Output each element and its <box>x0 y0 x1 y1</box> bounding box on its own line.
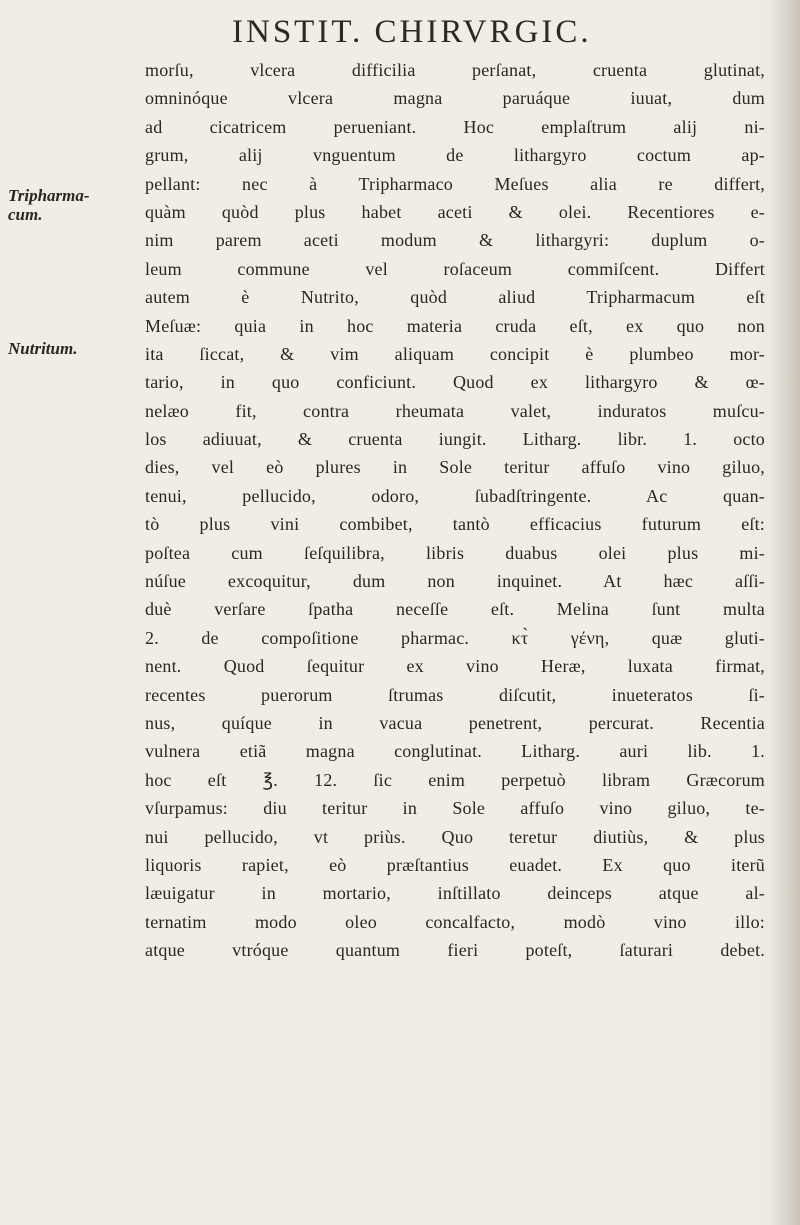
text-line: quàm quòd plus habet aceti & olei. Recentiores e- <box>145 201 765 222</box>
text-line: morſu, vlcera difficilia perſanat, cruenta glutinat, <box>145 60 765 80</box>
text-line: grum, alij vnguentum de lithargyro coctum ap- <box>145 145 765 166</box>
text-line: ita ſiccat, & vim aliquam concipit è plumbeo mor- <box>145 343 765 364</box>
text-line: omninóque vlcera magna paruáque iuuat, dum <box>145 88 765 109</box>
text-line: los adiuuat, & cruenta iungit. Litharg. libr. 1. octo <box>145 429 765 450</box>
margin-note-nutritum <box>8 339 77 358</box>
text-line: leum commune vel roſaceum commiſcent. Differt <box>145 258 765 279</box>
text-line: núſue excoquitur, dum non inquinet. At hæc aſſi- <box>145 571 765 592</box>
page-edge-shadow <box>770 0 800 1225</box>
text-line: nui pellucido, vt priùs. Quo teretur diutiùs, & plus <box>145 826 765 847</box>
text-line: recentes puerorum ſtrumas diſcutit, inueteratos ſi- <box>145 684 765 705</box>
text-line: Meſuæ: quia in hoc materia cruda eſt, ex quo non <box>145 315 765 336</box>
text-line: nelæo fit, contra rheumata valet, induratos muſcu- <box>145 400 765 421</box>
text-line: tario, in quo conficiunt. Quod ex lithargyro & œ- <box>145 372 765 393</box>
body-text <box>145 56 765 965</box>
text-line: tenui, pellucido, odoro, ſubadſtringente. Ac quan- <box>145 485 765 506</box>
margin-note-tripharmacum <box>8 186 90 224</box>
margin-note-line: Nutritum. <box>8 339 78 358</box>
text-line: nus, quíque in vacua penetrent, percurat. Recentia <box>145 712 765 733</box>
margin-note-line: cum. <box>8 205 43 224</box>
text-line: ad cicatricem perueniant. Hoc emplaſtrum alij ni- <box>145 116 765 137</box>
text-line: 2. de compoſitione pharmac. κτ̀ γένη, quæ gluti- <box>145 627 765 648</box>
text-line: nent. Quod ſequitur ex vino Heræ, luxata firmat, <box>145 656 765 677</box>
text-line: læuigatur in mortario, inſtillato deinceps atque al- <box>145 883 765 904</box>
text-line: hoc eſt ℥. 12. ſic enim perpetuò libram Græcorum <box>145 769 765 790</box>
text-line: dies, vel eò plures in Sole teritur affuſo vino giluo, <box>145 457 765 478</box>
text-line: tò plus vini combibet, tantò efficacius futurum eſt: <box>145 514 765 535</box>
text-line: autem è Nutrito, quòd aliud Tripharmacum eſt <box>145 287 765 308</box>
text-line: poſtea cum ſeſquilibra, libris duabus olei plus mi- <box>145 542 765 563</box>
text-line: duè verſare ſpatha neceſſe eſt. Melina ſunt multa <box>145 599 765 620</box>
running-head: INSTIT. CHIRVRGIC. <box>232 14 592 50</box>
text-line: atque vtróque quantum fieri poteſt, ſaturari debet. <box>145 940 765 961</box>
text-line: vulnera etiã magna conglutinat. Litharg. auri lib. 1. <box>145 741 765 762</box>
text-line: liquoris rapiet, eò præſtantius euadet. Ex quo iterũ <box>145 854 765 875</box>
text-line: pellant: nec à Tripharmaco Meſues alia re differt, <box>145 173 765 194</box>
text-line: nim parem aceti modum & lithargyri: duplum o- <box>145 230 765 251</box>
text-line: ternatim modo oleo concalfacto, modò vino illo: <box>145 911 765 932</box>
margin-note-line: Tripharma- <box>8 186 90 205</box>
text-line: vſurpamus: diu teritur in Sole affuſo vino giluo, te- <box>145 798 765 819</box>
